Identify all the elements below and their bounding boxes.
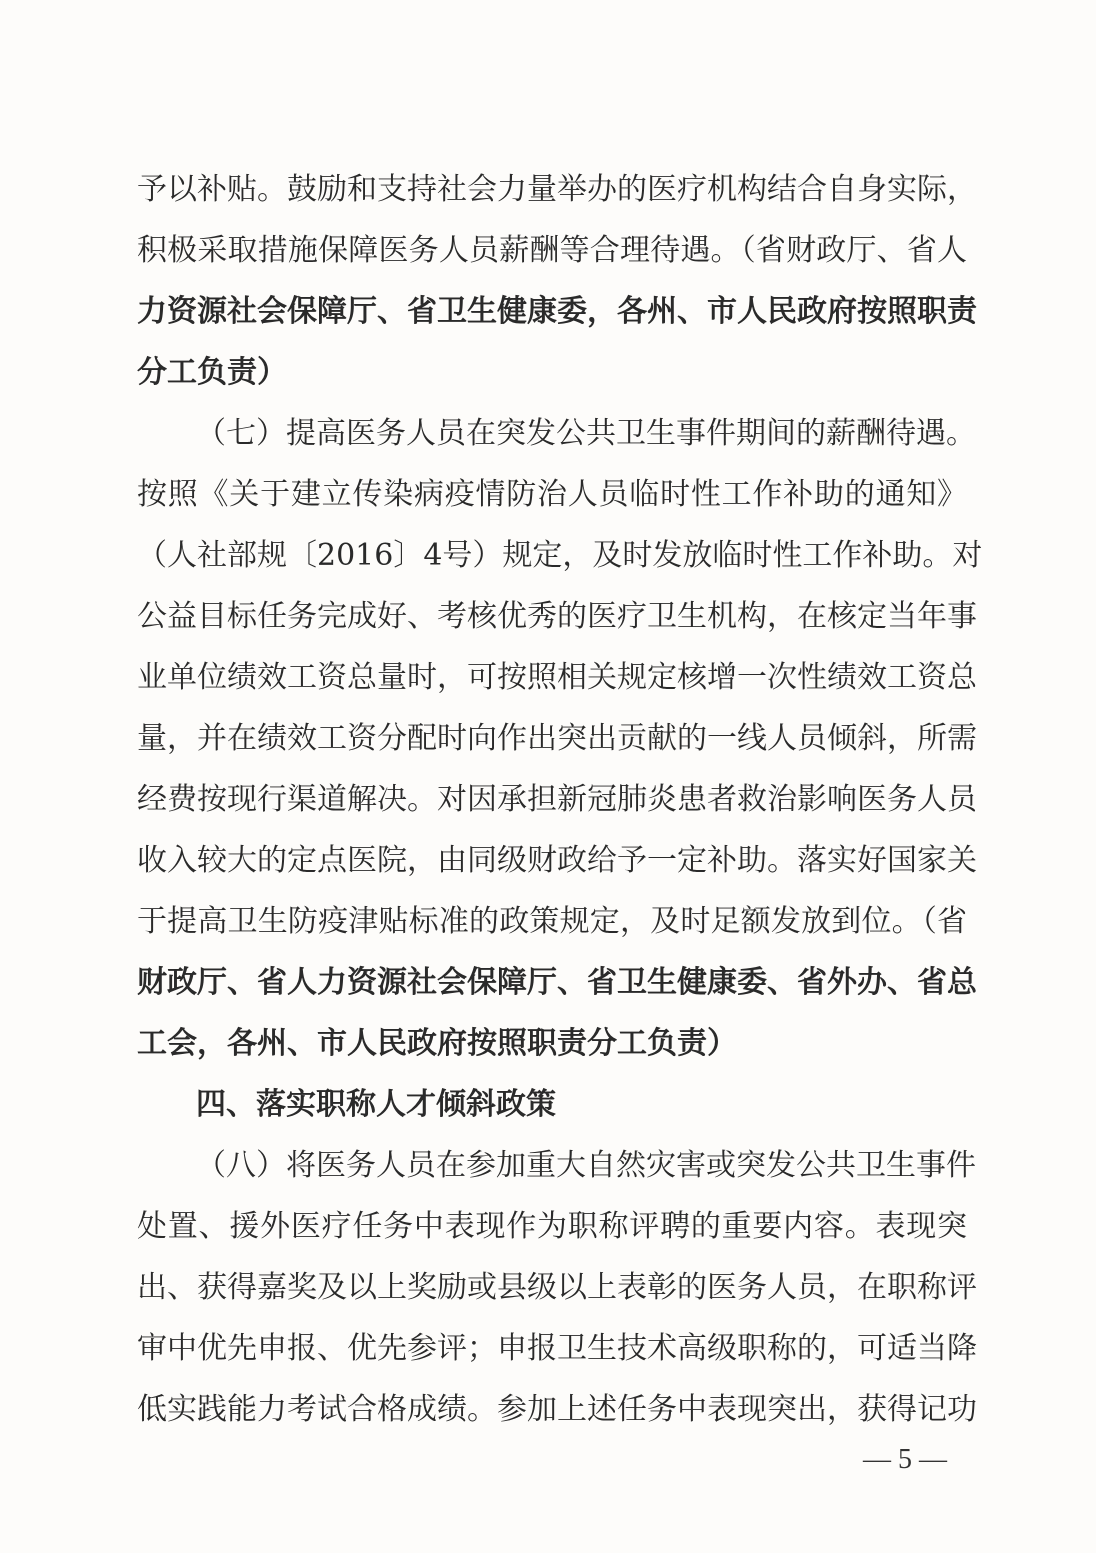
text-line: 公益目标任务完成好、考核优秀的医疗卫生机构，在核定当年事 — [137, 599, 977, 634]
text-line: 经费按现行渠道解决。对因承担新冠肺炎患者救治影响医务人员 — [137, 782, 977, 817]
text-line: 量，并在绩效工资分配时向作出突出贡献的一线人员倾斜，所需 — [137, 721, 977, 756]
text-line: 予以补贴。鼓励和支持社会力量举办的医疗机构结合自身实际， — [137, 172, 977, 207]
text-line: 低实践能力考试合格成绩。参加上述任务中表现突出，获得记功 — [137, 1392, 977, 1427]
text-line: 按照《关于建立传染病疫情防治人员临时性工作补助的通知》 — [137, 477, 967, 512]
text-line: 于提高卫生防疫津贴标准的政策规定，及时足额发放到位。（省 — [137, 904, 967, 939]
text-line: 积极采取措施保障医务人员薪酬等合理待遇。（省财政厅、省人 — [137, 233, 967, 268]
text-line: 力资源社会保障厅、省卫生健康委，各州、市人民政府按照职责 — [137, 294, 977, 329]
text-line: 处置、援外医疗任务中表现作为职称评聘的重要内容。表现突 — [137, 1209, 967, 1244]
text-line: （人社部规〔2016〕4号）规定，及时发放临时性工作补助。对 — [137, 538, 983, 573]
page-number: — 5 — — [863, 1444, 947, 1475]
section-heading: 四、落实职称人才倾斜政策 — [196, 1087, 556, 1122]
paragraph-first-line: （七）提高医务人员在突发公共卫生事件期间的薪酬待遇。 — [196, 416, 976, 451]
text-line: 审中优先申报、优先参评；申报卫生技术高级职称的，可适当降 — [137, 1331, 977, 1366]
text-line: 分工负责） — [137, 355, 287, 390]
text-line: 收入较大的定点医院，由同级财政给予一定补助。落实好国家关 — [137, 843, 977, 878]
text-line: 财政厅、省人力资源社会保障厅、省卫生健康委、省外办、省总 — [137, 965, 977, 1000]
text-line: 出、获得嘉奖及以上奖励或县级以上表彰的医务人员，在职称评 — [137, 1270, 977, 1305]
paragraph-first-line: （八）将医务人员在参加重大自然灾害或突发公共卫生事件 — [196, 1148, 976, 1183]
text-line: 业单位绩效工资总量时，可按照相关规定核增一次性绩效工资总 — [137, 660, 977, 695]
text-line: 工会，各州、市人民政府按照职责分工负责） — [137, 1026, 737, 1061]
